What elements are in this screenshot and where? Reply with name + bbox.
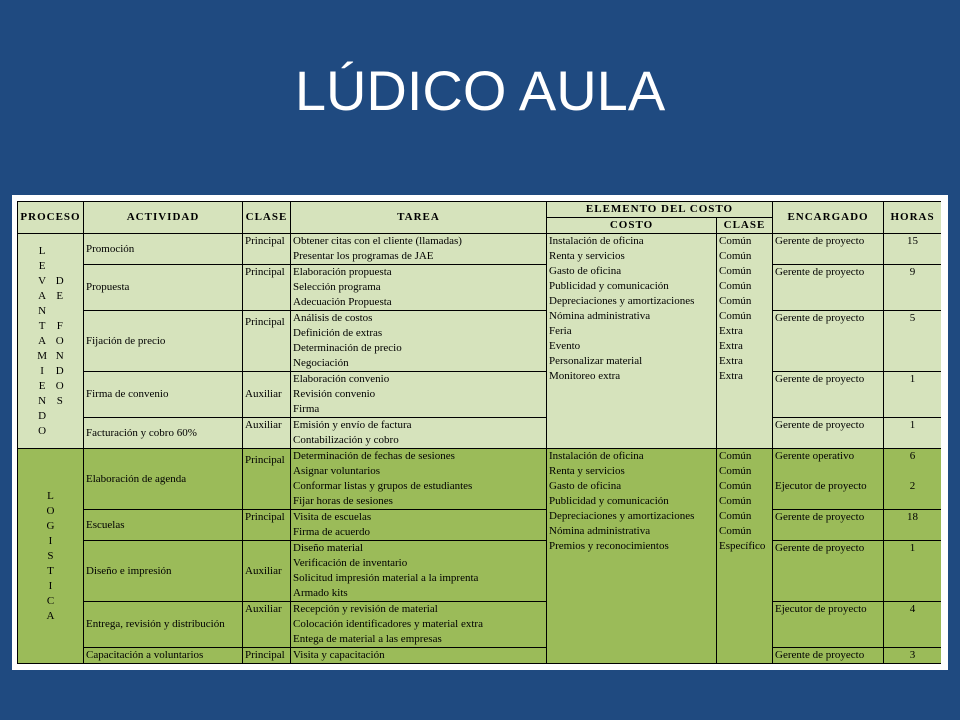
tarea-item: Contabilización y cobro (293, 434, 399, 446)
process-letter: A (46, 609, 55, 622)
tarea-item: Diseño material (293, 542, 363, 554)
costo-item: Nómina administrativa (549, 310, 651, 322)
tarea-item: Determinación de fechas de sesiones (293, 450, 455, 462)
costo-item: Instalación de oficina (549, 235, 644, 247)
activity-encargado: Gerente de proyecto (773, 234, 884, 265)
activity-name: Firma de convenio (84, 372, 243, 418)
process-letter: G (46, 519, 55, 532)
process-letter: I (40, 364, 44, 377)
horas-item: 6 (909, 450, 916, 462)
tarea-item: Presentar los programas de JAE (293, 250, 434, 262)
tarea-item: Solicitud impresión material a la imprenta (293, 572, 479, 584)
costos-list (547, 449, 717, 664)
horas-item: 2 (909, 480, 916, 492)
costo-item: Depreciaciones y amortizaciones (549, 510, 695, 522)
activity-tareas (291, 648, 547, 664)
costo-clase-item: Común (719, 280, 752, 292)
cost-table (17, 201, 941, 664)
tarea-item: Emisión y envío de factura (293, 419, 412, 431)
costo-item: Evento (549, 340, 581, 352)
activity-tareas (291, 234, 547, 265)
tarea-item: Negociación (293, 357, 349, 369)
process-letter: T (38, 319, 46, 332)
process-letter: S (56, 394, 63, 407)
costo-clase-item: Común (719, 495, 752, 507)
process-letter: F (56, 319, 63, 332)
activity-tareas (291, 602, 547, 648)
process-letter (56, 304, 64, 319)
process-letter: N (55, 349, 64, 362)
activity-name: Entrega, revisión y distribución (84, 602, 243, 648)
costo-clases-list (717, 449, 773, 664)
costo-clase-item: Específico (719, 540, 766, 552)
activity-clase: Principal (243, 449, 291, 510)
process-letter: O (46, 504, 55, 517)
header-clase: CLASE (243, 202, 291, 234)
section-levantamiento (18, 234, 942, 449)
costo-item: Monitoreo extra (549, 370, 621, 382)
encargado-item: Gerente operativo (775, 450, 855, 462)
activity-tareas (291, 418, 547, 449)
process-letter: E (56, 289, 64, 302)
activity-clase: Principal (243, 265, 291, 311)
activity-horas (884, 449, 941, 510)
activity-clase: Principal (243, 311, 291, 372)
activity-name: Facturación y cobro 60% (84, 418, 243, 449)
costo-item: Renta y servicios (549, 250, 625, 262)
process-letter: L (38, 244, 46, 257)
spacer (775, 464, 881, 479)
process-letter: I (48, 579, 53, 592)
activity-name: Elaboración de agenda (84, 449, 243, 510)
process-letter: A (38, 289, 47, 302)
activity-tareas (291, 372, 547, 418)
process-letter: D (55, 274, 64, 287)
costo-item: Publicidad y comunicación (549, 280, 669, 292)
process-letter: O (55, 334, 64, 347)
costo-clase-item: Común (719, 465, 752, 477)
process-letter: N (38, 304, 47, 317)
tarea-item: Análisis de costos (293, 312, 373, 324)
costo-clase-item: Extra (719, 370, 743, 382)
header-tarea: TAREA (291, 202, 547, 234)
costo-item: Instalación de oficina (549, 450, 644, 462)
costo-clase-item: Común (719, 235, 752, 247)
tarea-item: Revisión convenio (293, 388, 376, 400)
activity-name: Escuelas (84, 510, 243, 541)
process-letter: D (55, 364, 64, 377)
activity-horas: 4 (884, 602, 941, 648)
costos-list (547, 234, 717, 449)
activity-encargado: Gerente de proyecto (773, 311, 884, 372)
activity-tareas (291, 311, 547, 372)
activity-horas: 1 (884, 541, 941, 602)
process-letter: I (48, 534, 53, 547)
tarea-item: Obtener citas con el cliente (llamadas) (293, 235, 462, 247)
header-costo: COSTO (547, 218, 717, 234)
process-letter: L (47, 489, 54, 502)
tarea-item: Visita de escuelas (293, 511, 372, 523)
activity-clase: Auxiliar (243, 541, 291, 602)
activity-tareas (291, 541, 547, 602)
costo-clase-item: Común (719, 310, 752, 322)
activity-name: Diseño e impresión (84, 541, 243, 602)
table-frame (12, 195, 948, 670)
process-letter: O (55, 379, 64, 392)
activity-name: Capacitación a voluntarios (84, 648, 243, 664)
tarea-item: Selección programa (293, 281, 381, 293)
tarea-item: Definición de extras (293, 327, 383, 339)
costo-clase-item: Extra (719, 340, 743, 352)
activity-clase: Principal (243, 510, 291, 541)
activity-encargado (773, 449, 884, 510)
tarea-item: Recepción y revisión de material (293, 603, 438, 615)
costo-item: Nómina administrativa (549, 525, 651, 537)
costo-item: Premios y reconocimientos (549, 540, 669, 552)
tarea-item: Elaboración convenio (293, 373, 390, 385)
activity-tareas (291, 510, 547, 541)
tarea-item: Determinación de precio (293, 342, 402, 354)
tarea-item: Entega de material a las empresas (293, 633, 442, 645)
costo-item: Feria (549, 325, 572, 337)
process-letters-a (37, 244, 47, 439)
activity-tareas (291, 449, 547, 510)
header-elemento-costo: ELEMENTO DEL COSTO (547, 202, 773, 218)
process-letter: S (47, 549, 54, 562)
section-logistica (18, 449, 942, 664)
activity-encargado: Gerente de proyecto (773, 648, 884, 664)
activity-encargado: Gerente de proyecto (773, 265, 884, 311)
costo-clase-item: Común (719, 510, 752, 522)
process-letter: N (38, 394, 47, 407)
costo-item: Publicidad y comunicación (549, 495, 669, 507)
header-proceso: PROCESO (18, 202, 84, 234)
costo-clase-item: Común (719, 450, 752, 462)
tarea-item: Visita y capacitación (293, 649, 385, 661)
activity-clase: Auxiliar (243, 372, 291, 418)
tarea-item: Asignar voluntarios (293, 465, 381, 477)
costo-item: Gasto de oficina (549, 480, 622, 492)
tarea-item: Elaboración propuesta (293, 266, 392, 278)
slide-title: LÚDICO AULA (294, 59, 666, 122)
costo-clase-item: Común (719, 265, 752, 277)
activity-horas: 9 (884, 265, 941, 311)
costo-clases-list (717, 234, 773, 449)
activity-horas: 1 (884, 418, 941, 449)
activity-name: Propuesta (84, 265, 243, 311)
tarea-item: Fijar horas de sesiones (293, 495, 393, 507)
activity-encargado: Gerente de proyecto (773, 541, 884, 602)
encargado-item: Ejecutor de proyecto (775, 480, 867, 492)
activity-clase: Auxiliar (243, 602, 291, 648)
process-letter: T (47, 564, 54, 577)
costo-item: Gasto de oficina (549, 265, 622, 277)
activity-tareas (291, 265, 547, 311)
process-letters-b (56, 274, 64, 409)
process-letter: O (38, 424, 47, 437)
activity-encargado: Gerente de proyecto (773, 510, 884, 541)
costo-clase-item: Común (719, 480, 752, 492)
tarea-item: Verificación de inventario (293, 557, 408, 569)
activity-name: Fijación de precio (84, 311, 243, 372)
activity-name: Promoción (84, 234, 243, 265)
tarea-item: Colocación identificadores y material extra (293, 618, 483, 630)
tarea-item: Adecuación Propuesta (293, 296, 392, 308)
process-letter: V (38, 274, 47, 287)
costo-clase-item: Común (719, 250, 752, 262)
costo-item: Personalizar material (549, 355, 643, 367)
activity-horas: 5 (884, 311, 941, 372)
process-letter: D (38, 409, 47, 422)
activity-encargado: Gerente de proyecto (773, 372, 884, 418)
header-costo-clase: CLASE (717, 218, 773, 234)
costo-clase-item: Común (719, 295, 752, 307)
tarea-item: Conformar listas y grupos de estudiantes (293, 480, 473, 492)
activity-encargado: Ejecutor de proyecto (773, 602, 884, 648)
activity-encargado: Gerente de proyecto (773, 418, 884, 449)
process-letter: E (38, 259, 46, 272)
process-logistica (18, 449, 84, 664)
process-letter: M (37, 349, 48, 362)
header-encargado: ENCARGADO (773, 202, 884, 234)
tarea-item: Firma de acuerdo (293, 526, 370, 538)
costo-clase-item: Común (719, 525, 752, 537)
costo-item: Renta y servicios (549, 465, 625, 477)
activity-clase: Principal (243, 234, 291, 265)
costo-item: Depreciaciones y amortizaciones (549, 295, 695, 307)
activity-clase: Principal (243, 648, 291, 664)
process-levantamiento (18, 234, 84, 449)
spacer (886, 464, 939, 479)
activity-horas: 3 (884, 648, 941, 664)
costo-clase-item: Extra (719, 325, 743, 337)
costo-clase-item: Extra (719, 355, 743, 367)
activity-horas: 18 (884, 510, 941, 541)
activity-clase: Auxiliar (243, 418, 291, 449)
process-letter: A (38, 334, 47, 347)
process-letter: E (38, 379, 46, 392)
header-horas: HORAS (884, 202, 941, 234)
activity-horas: 15 (884, 234, 941, 265)
process-letter: C (46, 594, 55, 607)
tarea-item: Firma (293, 403, 320, 415)
header-actividad: ACTIVIDAD (84, 202, 243, 234)
tarea-item: Armado kits (293, 587, 348, 599)
activity-horas: 1 (884, 372, 941, 418)
process-letters (47, 489, 55, 624)
